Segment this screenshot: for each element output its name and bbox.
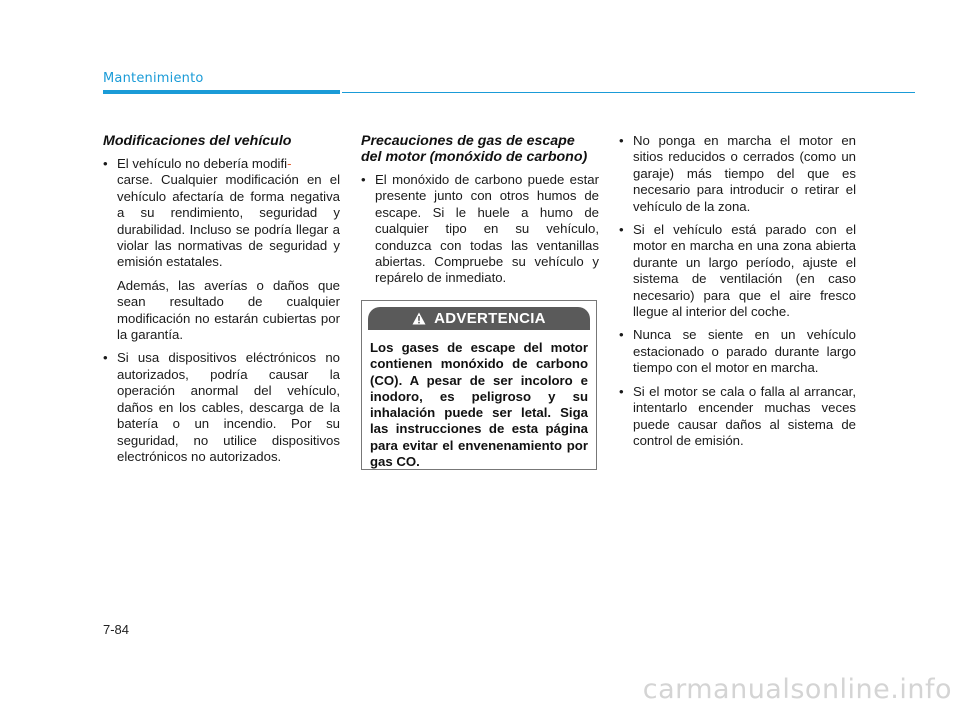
bullet-modificar-start: El vehículo no debería modifi [117, 156, 288, 171]
watermark: carmanualsonline.info [642, 674, 952, 705]
bullet-list-modificaciones [103, 156, 340, 271]
para-garantia: Además, las averías o daños que sean resultado de cualquier modificación no estarán cubiertas por la garantía. [117, 277, 340, 343]
heading-modificaciones: Modificaciones del vehículo [103, 133, 292, 149]
page-number: 7-84 [103, 622, 130, 637]
header-rule-thick [103, 90, 340, 94]
column-1 [103, 133, 340, 472]
warning-text: Los gases de escape del motor contienen monóxido de carbono (CO). A pesar de ser incoloro e inodoro, es peligroso y su inhalación puede ser letal. Siga las instrucciones de esta página para evitar el envenenamiento por gas CO. [370, 340, 588, 470]
warning-title: ADVERTENCIA [434, 310, 546, 327]
bullet-garaje: • No ponga en marcha el motor en sitios reducidos o cerrados (como un garaje) más tiempo del que es necesario para introducir o retirar el vehículo de la zona. [619, 133, 856, 215]
warning-triangle-icon [412, 312, 426, 325]
bullet-dispositivos: • Si usa dispositivos eléctrónicos no autorizados, podría causar la operación anormal del vehículo, daños en los cables, descarga de la batería o un incendio. Por su seguridad, no utilice dispositivos electrónicos no autorizados. [103, 350, 340, 465]
heading-gas-escape: Precauciones de gas de escape del motor (monóxido de carbono) [361, 133, 588, 165]
bullet-list-precauciones [619, 133, 856, 449]
column-2 [361, 133, 599, 294]
section-title: Mantenimiento [103, 71, 204, 86]
column-3 [619, 133, 856, 456]
bullet-monoxido: • El monóxido de carbono puede estar presente junto con otros humos de escape. Si le huele a humo de cualquier tipo en su vehículo, conduzca con todas las ventanillas abiertas. Compruebe su vehículo y repárelo de inmediato. [361, 172, 599, 287]
bullet-motor-cala: • Si el motor se cala o falla al arrancar, intentarlo encender muchas veces puede causar daños al sistema de control de emisión. [619, 384, 856, 450]
bullet-list-dispositivos [103, 350, 340, 465]
bullet-modificar-rest: carse. Cualquier modificación en el vehículo afectaría de forma negativa a su rendimiento, seguridad y durabilidad. Incluso se podría llegar a violar las normativas de seguridad y emisión estatales. [117, 172, 340, 270]
warning-box [361, 300, 597, 470]
warning-header [368, 307, 590, 330]
header-rule-thin [342, 92, 915, 93]
bullet-no-sentarse: • Nunca se siente en un vehículo estacionado o parado durante largo tiempo con el motor en marcha. [619, 327, 856, 376]
hyphen-mark: - [287, 156, 292, 171]
bullet-list-gas [361, 172, 599, 287]
bullet-modificar [103, 156, 340, 271]
bullet-ventilacion: • Si el vehículo está parado con el motor en marcha en una zona abierta durante un largo período, ajuste el sistema de ventilación (en caso necesario) para que el aire fresco llegue al interior del coche. [619, 222, 856, 320]
